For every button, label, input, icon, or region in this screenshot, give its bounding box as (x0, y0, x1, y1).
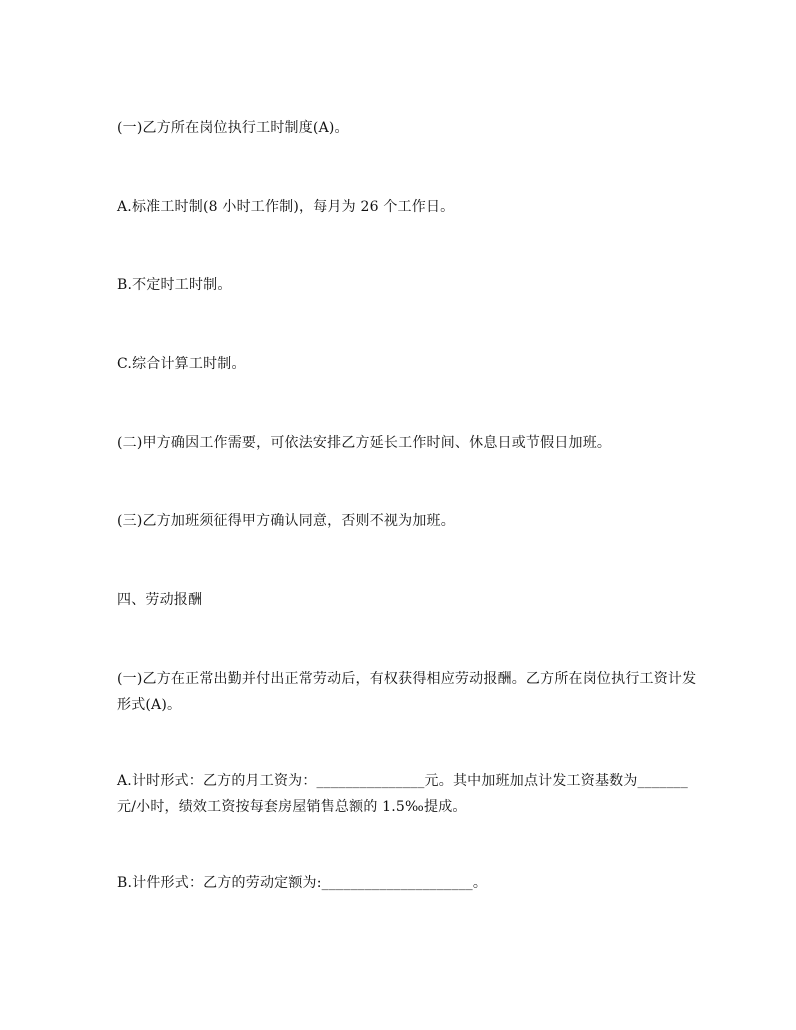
option-piece-rate-pay: B.计件形式：乙方的劳动定额为:_____________________。 (117, 875, 488, 891)
clause-work-hours-system: (一)乙方所在岗位执行工时制度(A)。 (117, 120, 349, 136)
clause-remuneration-form: (一)乙方在正常出勤并付出正常劳动后，有权获得相应劳动报酬。乙方所在岗位执行工资计发形式(A)。 (117, 671, 697, 713)
clause-overtime-arrangement: (二)甲方确因工作需要，可依法安排乙方延长工作时间、休息日或节假日加班。 (117, 435, 612, 451)
option-time-based-pay: A.计时形式：乙方的月工资为：_______________元。其中加班加点计发工资基数为_______元/小时，绩效工资按每套房屋销售总额的 1.5‰提成。 (117, 773, 688, 815)
option-comprehensive-hours: C.综合计算工时制。 (117, 356, 246, 372)
section-heading-remuneration: 四、劳动报酬 (117, 592, 203, 608)
clause-overtime-approval: (三)乙方加班须征得甲方确认同意，否则不视为加班。 (117, 513, 455, 529)
option-flexible-hours: B.不定时工时制。 (117, 277, 232, 293)
option-standard-hours: A.标准工时制(8 小时工作制)，每月为 26 个工作日。 (117, 199, 455, 215)
